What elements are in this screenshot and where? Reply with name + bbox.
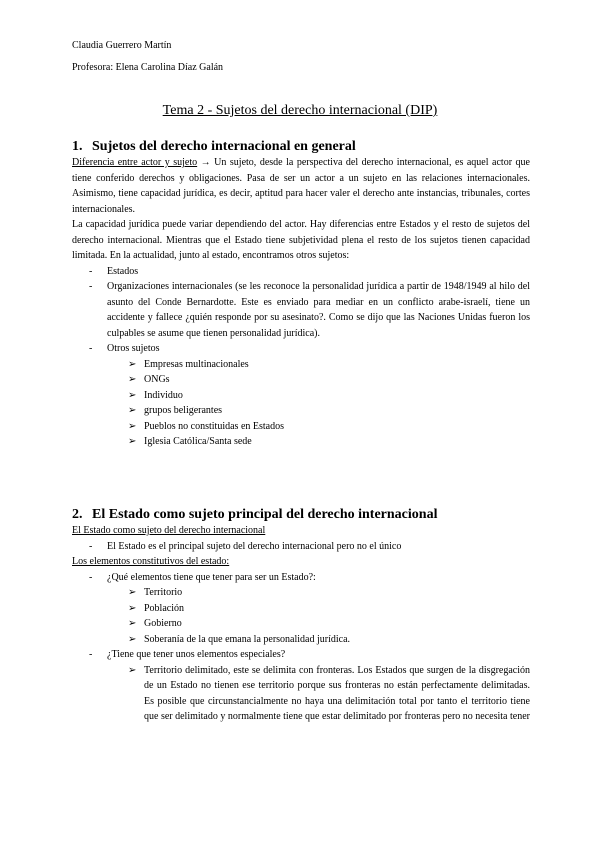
sub-list-item-text: ONGs xyxy=(144,374,170,385)
section-2-heading xyxy=(72,506,438,523)
list-item-text: ¿Qué elementos tiene que tener para ser un Estado?: xyxy=(107,571,316,583)
section-1-heading xyxy=(72,138,356,155)
actor-vs-subject-text: → Un sujeto, desde la perspectiva del derecho internacional, es aquel actor que tiene conferido derechos y obligaciones. Pasa de ser un actor a un sujeto en las relaciones internacionales. Asimismo, tiene capacidad jurídica, es decir, aptitud para hacer valer el derecho ante instancias, tribunales, cortes internacionales. xyxy=(72,157,530,215)
arrow-bullet-icon: ➢ xyxy=(128,436,137,447)
sub-list-item xyxy=(72,632,530,648)
section-2-heading-text: El Estado como sujeto principal del derecho internacional xyxy=(92,507,438,522)
sub-list-item xyxy=(72,616,530,632)
sub-list-item xyxy=(72,419,530,435)
sub-list-item-text: Pueblos no constituidas en Estados xyxy=(144,420,284,432)
list-item xyxy=(72,647,530,663)
dash-bullet-icon: - xyxy=(89,281,93,292)
legal-capacity-paragraph: La capacidad jurídica puede variar dependiendo del actor. Hay diferencias entre Estados y el resto de sujetos del derecho internacional. Mientras que el Estado tiene subjetividad plena el resto de los sujetos tienen capacidad limitada. En la actualidad, junto al estado, encontramos otros sujetos: xyxy=(72,219,530,261)
sub-list-item-text: grupos beligerantes xyxy=(144,405,223,416)
arrow-bullet-icon: ➢ xyxy=(128,358,137,370)
sub-list-item xyxy=(72,388,530,404)
arrow-bullet-icon: ➢ xyxy=(128,420,137,432)
sub-list-item-text: Territorio delimitado, este se delimita con fronteras. Los Estados que surgen de la disgregación de un Estado no tienen ese territorio porque sus fronteras no están perfectamente delimitadas. Es posible que circunstancialmente no haya una delimitación total por tanto el territorio tiene que ser delimitado y normalmente tiene que estar delimitado por fronteras pero no necesita tener xyxy=(144,664,530,722)
professor-name: Profesora: Elena Carolina Díaz Galán xyxy=(72,62,224,73)
sub-list-item-text: Soberanía de la que emana la personalidad jurídica. xyxy=(144,633,351,645)
list-item-text: Otros sujetos xyxy=(107,343,160,354)
list-item xyxy=(72,264,530,280)
section-1-body xyxy=(72,155,530,450)
arrow-bullet-icon: ➢ xyxy=(128,374,137,385)
dash-bullet-icon: - xyxy=(89,265,93,277)
dash-bullet-icon: - xyxy=(89,343,93,354)
arrow-bullet-icon: ➢ xyxy=(128,405,137,416)
arrow-bullet-icon: ➢ xyxy=(128,389,137,401)
actor-vs-subject-paragraph xyxy=(72,155,530,217)
sub-list-item xyxy=(72,403,530,419)
subsection-heading: Los elementos constitutivos del estado: xyxy=(72,556,230,567)
dash-bullet-icon: - xyxy=(89,540,93,552)
section-2-body xyxy=(72,523,530,725)
section-1-heading-text: Sujetos del derecho internacional en general xyxy=(92,139,356,154)
sub-list-item-text: Iglesia Católica/Santa sede xyxy=(144,436,252,447)
arrow-bullet-icon: ➢ xyxy=(128,664,137,676)
document-title: Tema 2 - Sujetos del derecho internacional (DIP) xyxy=(162,103,438,118)
arrow-bullet-icon: ➢ xyxy=(128,587,137,598)
arrow-bullet-icon: ➢ xyxy=(128,618,137,629)
sub-list-item-text: Población xyxy=(144,602,184,614)
sub-list-item-text: Individuo xyxy=(144,389,183,401)
sub-list-item-text: Gobierno xyxy=(144,618,182,629)
subsection-heading: El Estado como sujeto del derecho internacional xyxy=(72,525,266,536)
sub-list-item xyxy=(72,585,530,601)
sub-list-item xyxy=(72,663,530,725)
list-item-text: El Estado es el principal sujeto del derecho internacional pero no el único xyxy=(107,540,402,552)
dash-bullet-icon: - xyxy=(89,571,93,583)
sub-list-item xyxy=(72,601,530,617)
actor-vs-subject-term: Diferencia entre actor y sujeto xyxy=(72,157,198,168)
list-item-text: ¿Tiene que tener unos elementos especiales? xyxy=(107,649,286,660)
list-item xyxy=(72,570,530,586)
list-item-text: Organizaciones internacionales (se les reconoce la personalidad jurídica a partir de 1948/1949 al hilo del asunto del Conde Bernardotte. Este es enviado para mediar en un conflicto arabe-israelí, tiene un accidente y fallece ¿quién responde por su asesinato?. Como se dijo que las Naciones Unidas fueron los culpables se asume que tienen personalidad jurídica). xyxy=(107,281,530,339)
arrow-bullet-icon: ➢ xyxy=(128,602,137,614)
sub-list-item-text: Territorio xyxy=(144,587,183,598)
sub-list-item xyxy=(72,357,530,373)
author-name: Claudia Guerrero Martín xyxy=(72,40,172,51)
arrow-bullet-icon: ➢ xyxy=(128,633,137,645)
sub-list-item-text: Empresas multinacionales xyxy=(144,358,249,370)
list-item-text: Estados xyxy=(107,265,139,277)
list-item xyxy=(72,279,530,341)
list-item xyxy=(72,539,530,555)
section-2-number: 2. xyxy=(72,507,83,522)
sub-list-item xyxy=(72,434,530,450)
dash-bullet-icon: - xyxy=(89,649,93,660)
list-item xyxy=(72,341,530,357)
section-1-number: 1. xyxy=(72,139,83,154)
sub-list-item xyxy=(72,372,530,388)
